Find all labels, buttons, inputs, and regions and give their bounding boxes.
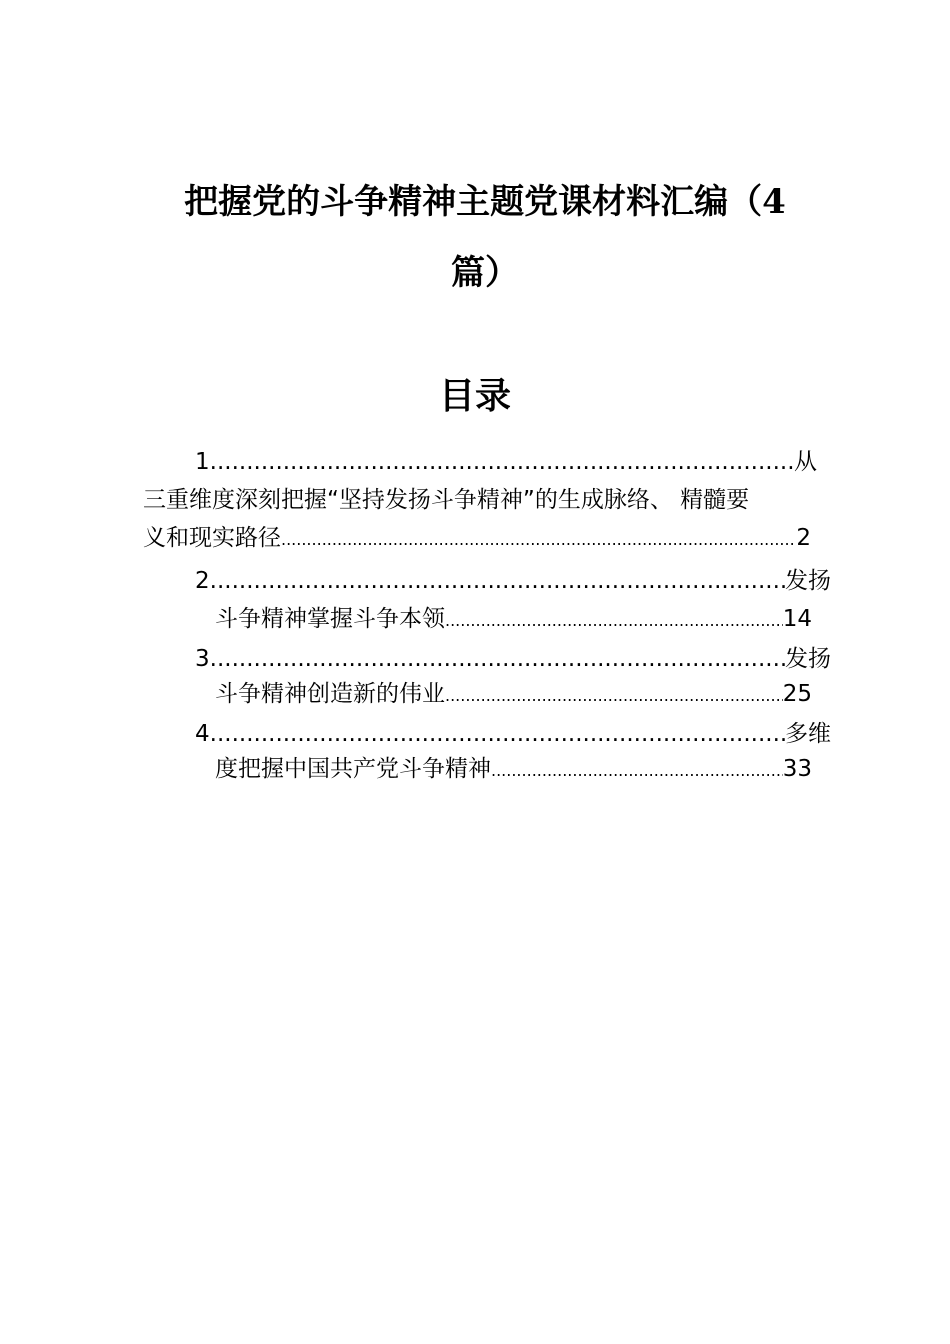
toc-dot-leader	[210, 716, 785, 752]
toc-entry-2-first-line[interactable]	[195, 563, 831, 599]
toc-entry-title-fragment: 发扬	[785, 646, 831, 672]
toc-entry-number: 4	[195, 721, 210, 747]
toc-entry-number: 3	[195, 646, 210, 672]
toc-entry-title-fragment: 多维	[785, 721, 831, 747]
document-title-line-2: 篇）	[451, 253, 519, 293]
toc-dot-leader	[445, 603, 783, 639]
toc-entry-title-end: 义和现实路径	[143, 525, 281, 551]
toc-entry-2-last-line[interactable]	[215, 601, 812, 639]
toc-entry-1-first-line[interactable]	[195, 444, 817, 480]
toc-page-number: 33	[782, 756, 812, 782]
toc-dot-leader	[281, 522, 796, 558]
toc-entry-title-fragment: 从	[794, 449, 817, 475]
toc-entry-1-middle-line[interactable]: 三重维度深刻把握“坚持发扬斗争精神”的生成脉络、 精髓要	[143, 487, 750, 513]
document-title-line-1: 把握党的斗争精神主题党课材料汇编（4	[184, 182, 786, 222]
toc-dot-leader	[210, 641, 785, 677]
toc-page-number: 2	[796, 525, 811, 551]
toc-entry-title-fragment: 发扬	[785, 568, 831, 594]
toc-entry-title-end: 度把握中国共产党斗争精神	[215, 756, 491, 782]
toc-dot-leader	[445, 678, 783, 714]
toc-entry-title-end: 斗争精神掌握斗争本领	[215, 606, 445, 632]
toc-entry-4-first-line[interactable]	[195, 716, 831, 752]
toc-dot-leader	[210, 444, 794, 480]
toc-entry-1-last-line[interactable]	[143, 520, 811, 558]
toc-entry-number: 2	[195, 568, 210, 594]
toc-page-number: 14	[782, 606, 812, 632]
toc-entry-title-end: 斗争精神创造新的伟业	[215, 681, 445, 707]
toc-entry-4-last-line[interactable]	[215, 751, 812, 789]
toc-entry-3-first-line[interactable]	[195, 641, 831, 677]
toc-page-number: 25	[782, 681, 812, 707]
toc-entry-number: 1	[195, 449, 210, 475]
toc-entry-3-last-line[interactable]	[215, 676, 812, 714]
toc-dot-leader	[210, 563, 785, 599]
toc-dot-leader	[491, 753, 783, 789]
toc-heading: 目录	[438, 375, 511, 417]
